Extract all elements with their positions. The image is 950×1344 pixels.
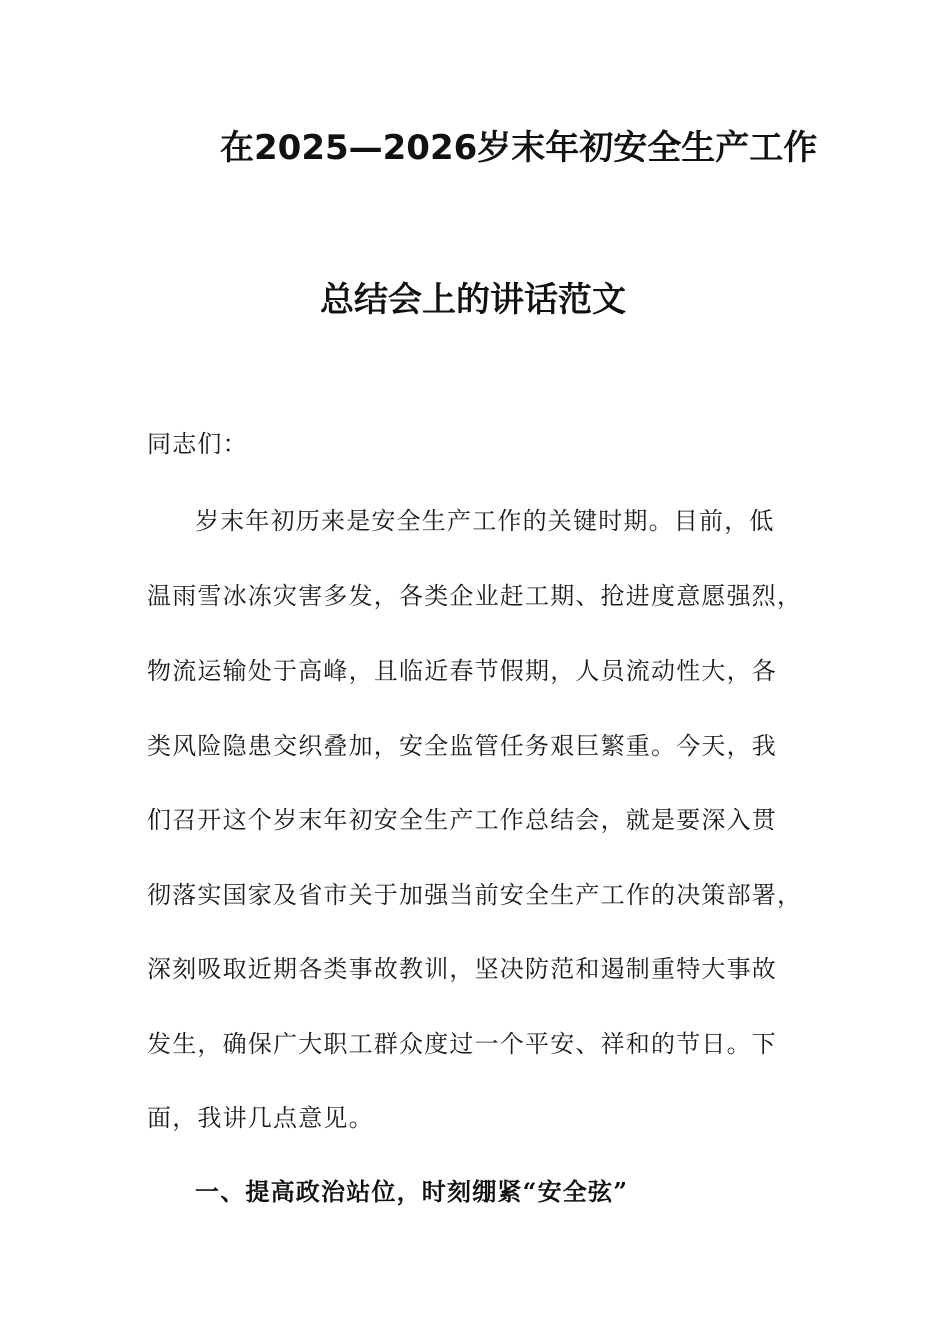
paragraph-line-9: 面，我讲几点意见。 [147, 1104, 374, 1132]
paragraph-line-6: 彻落实国家及省市关于加强当前安全生产工作的决策部署， [147, 881, 803, 909]
paragraph-line-7: 深刻吸取近期各类事故教训，坚决防范和遏制重特大事故 [147, 955, 777, 983]
document-title-line-2: 总结会上的讲话范文 [320, 280, 626, 320]
paragraph-line-2: 温雨雪冰冻灾害多发，各类企业赶工期、抢进度意愿强烈， [147, 582, 803, 610]
paragraph-line-3: 物流运输处于高峰，且临近春节假期，人员流动性大，各 [147, 657, 777, 685]
paragraph-line-4: 类风险隐患交织叠加，安全监管任务艰巨繁重。今天，我 [147, 732, 777, 760]
paragraph-line-8: 发生，确保广大职工群众度过一个平安、祥和的节日。下 [147, 1030, 777, 1058]
paragraph-line-1: 岁末年初历来是安全生产工作的关键时期。目前，低 [195, 507, 775, 535]
salutation: 同志们： [147, 430, 248, 458]
section-heading: 一、提高政治站位，时刻绷紧“安全弦” [195, 1177, 629, 1206]
paragraph-line-5: 们召开这个岁末年初安全生产工作总结会，就是要深入贯 [147, 806, 777, 834]
document-title-line-1: 在2025—2026岁末年初安全生产工作 [220, 128, 818, 168]
